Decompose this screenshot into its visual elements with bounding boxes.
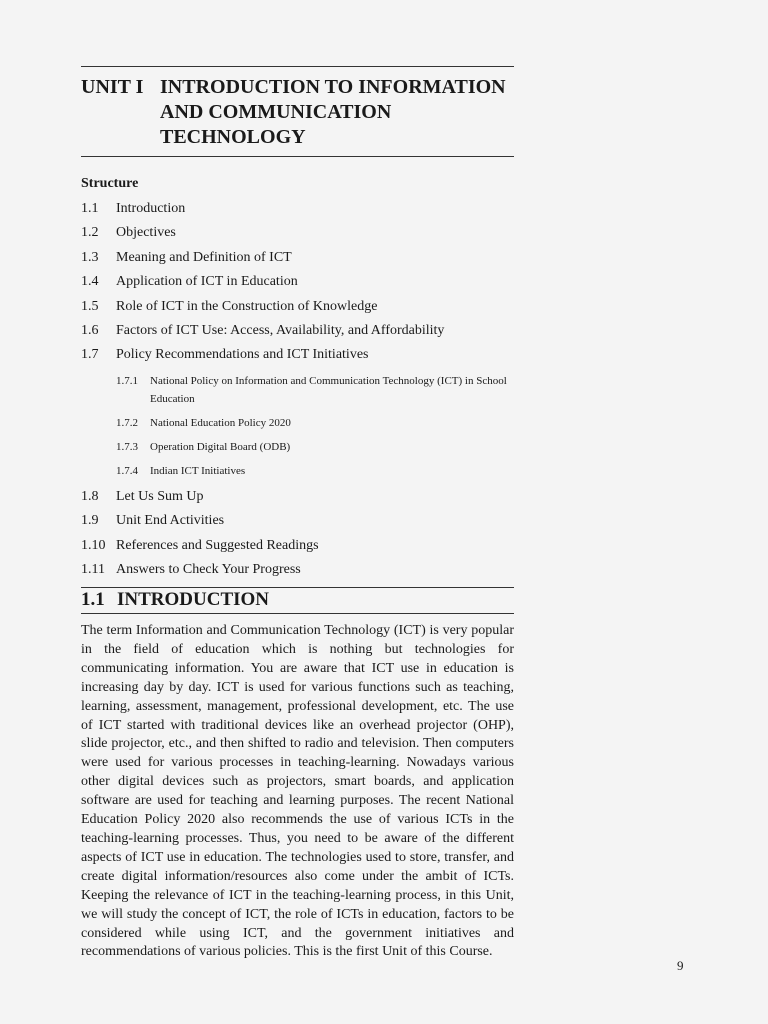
- toc-subitem: [81, 462, 521, 480]
- toc-item-text: Unit End Activities: [116, 513, 225, 529]
- structure-list: [81, 199, 521, 584]
- toc-item-text: Introduction: [116, 201, 186, 216]
- toc-subitem-number: 1.7.4: [116, 464, 138, 477]
- section-number: 1.1: [81, 589, 105, 610]
- toc-item-number: 1.9: [81, 513, 99, 529]
- intro-paragraph: The term Information and Communication Technology (ICT) is very popular in the field of education which is nothing but technologies for communicating information. You are aware that ICT use in education is increasing day by day. ICT is used for various functions such as teaching, learning, assessment, management, professional development, etc. The use of ICT started with traditional devices like an overhead projector (OHP), slide projector, etc., and then shifted to radio and television. Then computers were used for various processes in teaching-learning. Nowadays various other digital devices such as projectors, smart boards, and application software are used for teaching and learning purposes. The recent National Education Policy 2020 also recommends the use of various ICTs in the teaching-learning processes. Thus, you need to be aware of the different aspects of ICT use in education. The technologies used to store, transfer, and create digital information/resources also come under the ambit of ICTs. Keeping the relevance of ICT in the teaching-learning process, in this Unit, we will study the concept of ICT, the role of ICTs in education, factors to be considered while using ICT, and the government initiatives and recommendations of various policies. This is the first Unit of this Course.: [81, 623, 514, 960]
- toc-subitem-text: National Education Policy 2020: [150, 416, 291, 429]
- toc-item-number: 1.1: [81, 201, 99, 216]
- toc-item: [81, 536, 521, 560]
- unit-heading-rule: [81, 156, 514, 157]
- toc-item-text: Factors of ICT Use: Access, Availability, and Affordability: [116, 322, 445, 338]
- section-bottom-rule: [81, 613, 514, 614]
- toc-item: [81, 321, 521, 345]
- section-title: INTRODUCTION: [117, 589, 270, 610]
- toc-item: [81, 297, 521, 321]
- toc-item: [81, 487, 521, 511]
- toc-item-text: Application of ICT in Education: [116, 274, 298, 290]
- page-number: 9: [677, 958, 684, 973]
- toc-item-text: Answers to Check Your Progress: [116, 561, 301, 577]
- toc-item: [81, 199, 521, 223]
- toc-item: [81, 248, 521, 272]
- toc-subitem-number: 1.7.1: [116, 374, 138, 387]
- toc-item-number: 1.7: [81, 347, 99, 363]
- toc-subitem-text: Operation Digital Board (ODB): [150, 440, 291, 453]
- toc-item: [81, 272, 521, 296]
- toc-item: [81, 223, 521, 247]
- toc-item-number: 1.6: [81, 322, 99, 338]
- unit-heading: [81, 75, 521, 150]
- top-rule: [81, 66, 514, 67]
- toc-item-number: 1.11: [81, 561, 105, 577]
- toc-item-number: 1.3: [81, 249, 99, 265]
- toc-subitem: [81, 438, 521, 456]
- structure-title: Structure: [81, 176, 139, 191]
- toc-subitem-text: National Policy on Information and Communication Technology (ICT) in School Education: [150, 374, 507, 405]
- toc-item-number: 1.2: [81, 225, 99, 241]
- toc-subitem: [81, 372, 521, 408]
- unit-title: INTRODUCTION TO INFORMATION AND COMMUNICATION TECHNOLOGY: [160, 76, 506, 148]
- toc-item-text: Policy Recommendations and ICT Initiatives: [116, 347, 369, 363]
- section-heading: [81, 589, 269, 611]
- toc-item-number: 1.10: [81, 537, 106, 553]
- toc-item-text: Let Us Sum Up: [116, 488, 204, 504]
- toc-subitem-text: Indian ICT Initiatives: [150, 464, 246, 477]
- toc-subitem: [81, 414, 521, 432]
- toc-subitem-number: 1.7.3: [116, 440, 138, 453]
- toc-item: [81, 511, 521, 535]
- toc-item-text: Meaning and Definition of ICT: [116, 249, 292, 265]
- toc-item: [81, 560, 521, 584]
- toc-item-number: 1.5: [81, 298, 99, 314]
- unit-label: UNIT I: [81, 76, 144, 98]
- toc-item-text: Objectives: [116, 225, 176, 241]
- toc-subitem-number: 1.7.2: [116, 416, 138, 429]
- toc-item-text: Role of ICT in the Construction of Knowledge: [116, 298, 378, 314]
- section-top-rule: [81, 587, 514, 588]
- toc-item-number: 1.4: [81, 274, 99, 290]
- toc-item: [81, 345, 521, 369]
- toc-item-number: 1.8: [81, 488, 99, 504]
- toc-item-text: References and Suggested Readings: [116, 537, 319, 553]
